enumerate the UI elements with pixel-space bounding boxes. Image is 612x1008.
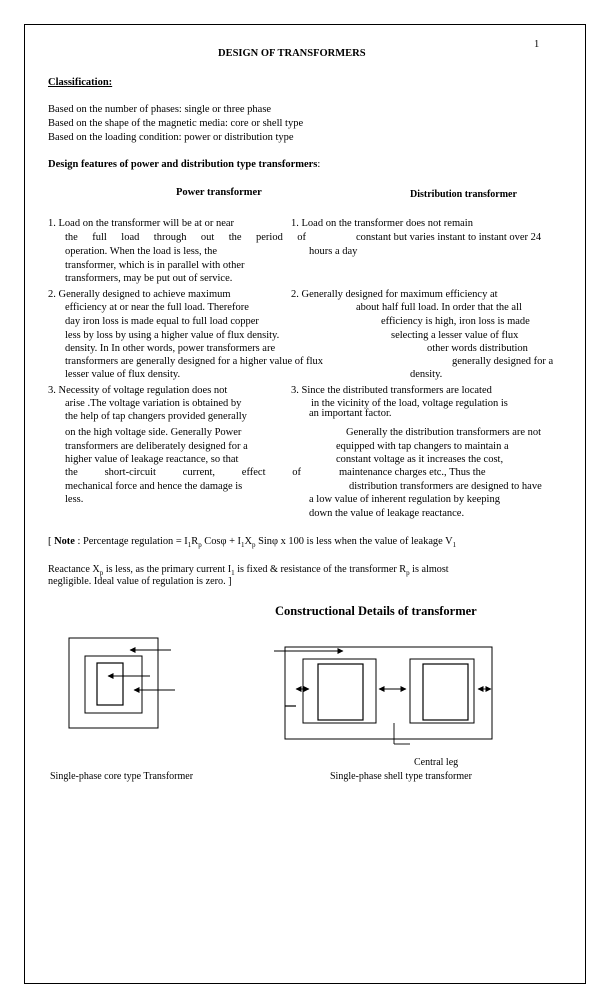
- note-line: negligible. Ideal value of regulation is zero. ]: [48, 576, 232, 587]
- distribution-point-1-line: hours a day: [309, 246, 358, 257]
- note-line: [ Note : Percentage regulation = $I_1R_p$ $Cos\varphi + I_1X_p$ Sinφ x 100 is less when the value of leakage $V_1$: [48, 536, 457, 550]
- power-point-1-line: the full load through out the period of: [65, 232, 306, 243]
- distribution-point-3-line: constant voltage as it increases the cost,: [336, 454, 504, 465]
- page-number: 1: [534, 39, 540, 50]
- distribution-transformer-heading: Distribution transformer: [410, 189, 517, 200]
- power-point-2-line: efficiency at or near the full load. Therefore: [65, 302, 249, 313]
- shell-left-winding: [318, 664, 363, 720]
- shell-right-winding: [423, 664, 468, 720]
- note-line: Reactance $X_p$ is less, as the primary current $I_1$ is fixed & resistance of the transformer $R_p$ is almost: [48, 564, 449, 578]
- distribution-point-3-line: equipped with tap changers to maintain a: [336, 441, 509, 452]
- shell-left-window: [303, 659, 376, 723]
- distribution-point-3-line: distribution transformers are designed to have: [349, 481, 542, 492]
- distribution-point-3-line: in the vicinity of the load, voltage regulation is: [311, 398, 508, 409]
- power-point-3-line: transformers are deliberately designed for a: [65, 441, 248, 452]
- shell-right-window: [410, 659, 474, 723]
- distribution-point-2-line: other words distribution: [427, 343, 528, 354]
- power-point-1-line: transformers, may be put out of service.: [65, 273, 233, 284]
- distribution-point-3-line: 3. Since the distributed transformers are located: [291, 385, 492, 396]
- power-point-3-line: 3. Necessity of voltage regulation does not: [48, 385, 228, 396]
- distribution-point-2-line: about half full load. In order that the all: [356, 302, 522, 313]
- distribution-point-3-line: down the value of leakage reactance.: [309, 508, 465, 519]
- central-leg-label: Central leg: [414, 757, 459, 768]
- distribution-point-2-line: efficiency is high, iron loss is made: [381, 316, 530, 327]
- distribution-point-2-line: generally designed for a: [452, 356, 554, 367]
- page-title: DESIGN OF TRANSFORMERS: [218, 48, 366, 59]
- distribution-point-2-line: selecting a lesser value of flux: [391, 330, 519, 341]
- constructional-heading: Constructional Details of transformer: [275, 604, 477, 618]
- distribution-point-1-line: constant but varies instant to instant over 24: [356, 232, 542, 243]
- power-point-3-line: mechanical force and hence the damage is: [65, 481, 243, 492]
- power-point-3-line: arise .The voltage variation is obtained by: [65, 398, 242, 409]
- power-point-2-line: less by loss by using a higher value of flux density.: [65, 330, 280, 341]
- distribution-point-2-line: density.: [410, 369, 443, 380]
- distribution-point-3-line: a low value of inherent regulation by keeping: [309, 494, 500, 505]
- power-point-3-line: the help of tap changers provided generally: [65, 411, 247, 422]
- shell-outer-rect: [285, 647, 492, 739]
- distribution-point-3-line: maintenance charges etc., Thus the: [339, 467, 486, 478]
- power-point-1-line: transformer, which is in parallel with other: [65, 260, 245, 271]
- power-point-2-line: lesser value of flux density.: [65, 369, 181, 380]
- classification-line: Based on the number of phases: single or three phase: [48, 104, 272, 115]
- power-point-3-line: less.: [65, 494, 84, 505]
- classification-line: Based on the loading condition: power or distribution type: [48, 132, 294, 143]
- power-transformer-heading: Power transformer: [176, 187, 262, 198]
- power-point-1-line: operation. When the load is less, the: [65, 246, 218, 257]
- core-type-caption: Single-phase core type Transformer: [50, 771, 194, 782]
- features-heading: Design features of power and distribution type transformers:: [48, 159, 321, 170]
- classification-heading: Classification:: [48, 77, 113, 88]
- shell-type-caption: Single-phase shell type transformer: [330, 771, 472, 782]
- distribution-point-2-line: 2. Generally designed for maximum efficiency at: [291, 289, 498, 300]
- power-point-2-line: day iron loss is made equal to full load copper: [65, 316, 259, 327]
- power-point-2-line: transformers are generally designed for a higher value of flux: [65, 356, 324, 367]
- distribution-point-3-line: Generally the distribution transformers are not: [346, 427, 542, 438]
- distribution-point-3-line: an important factor.: [309, 408, 392, 419]
- classification-line: Based on the shape of the magnetic media: core or shell type: [48, 118, 304, 129]
- power-point-2-line: 2. Generally designed to achieve maximum: [48, 289, 231, 300]
- power-point-2-line: density. In In other words, power transformers are: [65, 343, 276, 354]
- power-point-1-line: 1. Load on the transformer will be at or near: [48, 218, 235, 229]
- power-point-3-line: on the high voltage side. Generally Power: [65, 427, 242, 438]
- power-point-3-line: higher value of leakage reactance, so that: [65, 454, 239, 465]
- power-point-3-line: the short-circuit current, effect of: [65, 467, 301, 478]
- distribution-point-1-line: 1. Load on the transformer does not remain: [291, 218, 473, 229]
